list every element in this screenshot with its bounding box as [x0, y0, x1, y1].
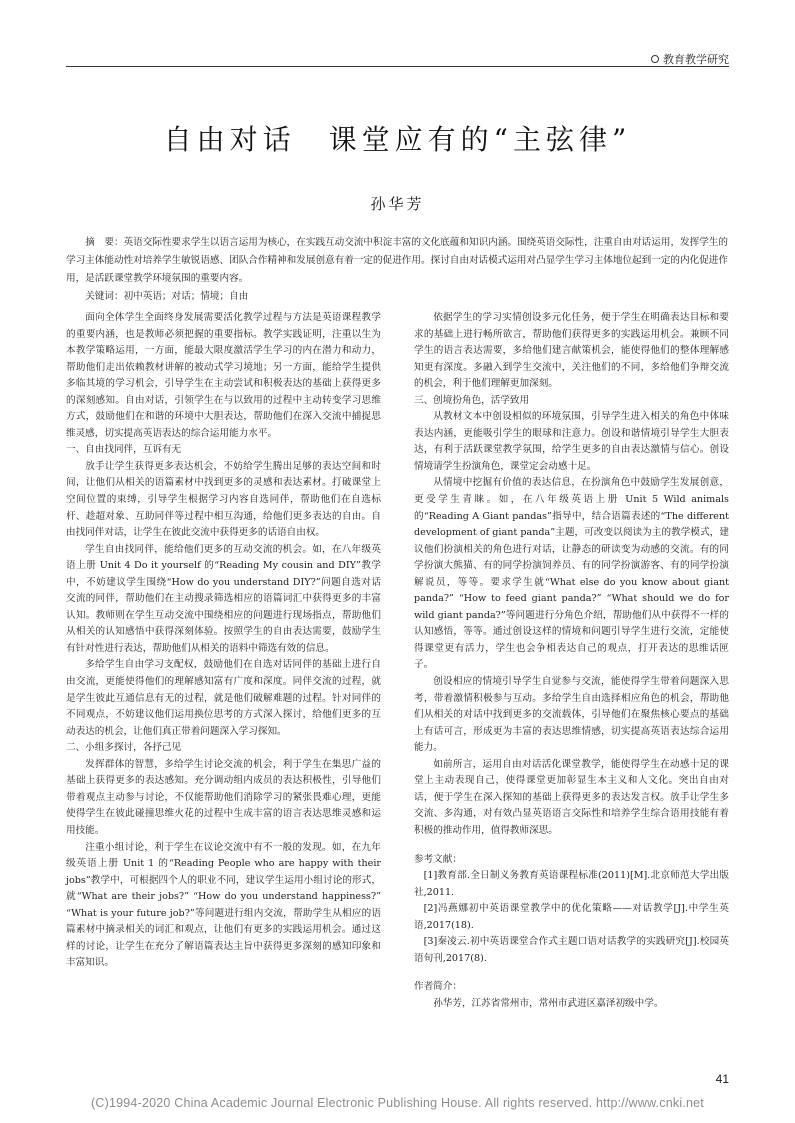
section-heading-1: 一、自由找同伴，互诉有无: [66, 444, 182, 456]
references-heading: 参考文献：: [414, 853, 462, 865]
keywords-label: 关键词：: [85, 291, 124, 302]
body-left-column: [66, 310, 381, 972]
section-heading-2: 二、小组多探讨，各抒己见: [66, 742, 182, 754]
paragraph: 依据学生的学习实情创设多元化任务，便于学生在明确表达目标和要求的基础上进行畅所欲言，帮助他们获得更多的实践运用机会。兼顾不同学生的语言表达需要，多给他们建言献策机会，能使得他们的整体理解感知更有深度。多融入到学生交流中，关注他们的不同，多给他们争辩交流的机会，利于他们理解更加深刻。: [414, 312, 729, 390]
paragraph: 创设相应的情境引导学生自觉参与交流，能使得学生带着问题深入思考，带着激情积极参与互动。多给学生自由选择相应角色的机会，帮助他们从相关的对话中找到更多的交流载体，引导他们在聚焦核心要点的基础上有话可言，形成更为丰富的表达思维情感，切实提高英语表达综合运用能力。: [414, 676, 729, 754]
paragraph: 发挥群体的智慧，多给学生讨论交流的机会，利于学生在集思广益的基础上获得更多的表达感知。充分调动组内成员的表达积极性，引导他们带着观点主动参与讨论，不仅能帮助他们消除学习的紧张畏难心理，更能使得学生在彼此碰撞思维火花的过程中生成丰富的语言表达思维灵感和运用技能。: [66, 758, 381, 836]
paragraph: 从教材文本中创设相似的环境氛围，引导学生进入相关的角色中体味表达内涵，更能吸引学生的眼球和注意力。创设和谐情境引导学生大胆表达，有利于活跃课堂教学氛围，给学生更多的自由表达激情与信心。创设情境请学生扮演角色，课堂定会动感十足。: [414, 411, 729, 472]
abstract: [66, 234, 728, 288]
author-bio: 孙华芳，江苏省常州市，常州市武进区嘉泽初级中学。: [433, 997, 664, 1009]
paragraph: 注重小组讨论，利于学生在议论交流中有不一般的发现。如，在九年级英语上册 Unit 1 的“Reading People who are happy with their jobs”教学中，可根据四个人的职业不同，建议学生运用小组讨论的形式，就“What are their jobs?” “How do you understand happiness?” “What is your future job?”等问题进行组内交流，帮助学生从相应的语篇素材中摘录相关的词汇和观点，让他们有更多的实践运用机会。通过这样的讨论，让学生在充分了解语篇表达主旨中获得更多深刻的感知印象和丰富知识。: [66, 841, 381, 969]
abstract-text: 英语交际性要求学生以语言运用为核心，在实践互动交流中积淀丰富的文化底蕴和知识内涵。围绕英语交际性，注重自由对话运用，发挥学生的学习主体能动性对培养学生敏锐语感、团队合作精神和发展创意有着一定的促进作用。探讨自由对话模式运用对凸显学生学习主体地位起到一定的内化促进作用，是活跃课堂教学环境氛围的重要内容。: [66, 237, 729, 284]
copyright-footer: (C)1994-2020 China Academic Journal Electronic Publishing House. All rights reserved. http://www.cnki.net: [91, 1096, 704, 1110]
reference-item: [3]秦凌云.初中英语课堂合作式主题口语对话教学的实践研究[J].校园英语旬刊,2017(8).: [414, 936, 729, 964]
paragraph: 面向全体学生全面终身发展需要活化教学过程与方法是英语课程教学的重要内涵，也是教师必须把握的重要指标。教学实践证明，注重以生为本教学策略运用，一方面，能最大限度激活学生学习的内在潜力和动力，帮助他们走出依赖教材讲解的被动式学习境地；另一方面，能给学生提供多临其境的学习机会，引导学生在主动尝试和积极表达的基础上获得更多的深刻感知。自由对话，引领学生在与以致用的过程中主动转变学习思维方式，鼓励他们在和谐的环境中大胆表达，帮助他们在深入交流中捕捉思维灵感，切实提高英语表达的综合运用能力水平。: [66, 312, 381, 439]
article-author: 孙华芳: [370, 195, 425, 213]
page-number: 41: [715, 1072, 729, 1086]
paragraph: 如前所言，运用自由对话活化课堂教学，能使得学生在动感十足的课堂上主动表现自己，使得课堂更加彰显生本主义和人文化。突出自由对话，便于学生在深入探知的基础上获得更多的表达发言权。放手让学生多交流、多沟通，对有效凸显英语语言交际性和培养学生综合语用技能有着积极的推动作用，值得教师深思。: [414, 758, 729, 836]
reference-item: [1]教育部.全日制义务教育英语课程标准(2011)[M].北京师范大学出版社,2011.: [414, 870, 729, 898]
paragraph: 从情境中挖掘有价值的表达信息，在扮演角色中鼓励学生发展创意，更受学生青睐。如，在八年级英语上册 Unit 5 Wild animals 的“Reading A Giant pandas”指导中，结合语篇表述的“The different development of giant panda”主题，可改变以阅读为主的教学模式，建议他们扮演相关的角色进行对话，让静态的研读变为动感的交流。有的同学扮演大熊猫、有的同学扮演饲养员、有的同学扮演游客、有的同学扮演解说员，等等。要求学生就“What else do you know about giant panda?” “How to feed giant panda?” “What should we do for wild giant panda?”等问题进行分角色介绍，帮助他们从中获得不一样的认知感悟，等等。通过创设这样的情境和问题引导学生进行交流，定能使得课堂更有活力，学生也会争相表达自己的观点，打开表达的思维话匣子。: [414, 477, 729, 671]
abstract-block: [66, 234, 728, 306]
keywords: [66, 288, 728, 306]
section-heading-3: 三、创境扮角色，活学致用: [414, 394, 530, 406]
article-title: 自由对话 课堂应有的“主弦律”: [163, 123, 632, 156]
keywords-text: 初中英语；对话；情境；自由: [123, 291, 249, 302]
running-head: [651, 51, 729, 67]
journal-column-name: 教育教学研究: [663, 53, 729, 66]
body-right-column: [414, 310, 729, 1012]
paragraph: 学生自由找同伴，能给他们更多的互动交流的机会。如，在八年级英语上册 Unit 4 Do it yourself 的“Reading My cousin and DIY”教学中，不妨建议学生围绕“How do you understand DIY?”问题自选对话交流的同伴，帮助他们在主动搜录筛选相应的语篇词汇中获得更多的丰富认知。教师则在学生互动交流中围绕相应的问题进行现场指点，帮助他们从相关的认知感悟中获得深刻体验。按照学生的自由表达需要，鼓励学生有针对性进行表达，帮助他们从相关的语料中筛选有效的信息。: [66, 543, 381, 654]
paragraph: 多给学生自由学习支配权，鼓励他们在自选对话同伴的基础上进行自由交流，更能使得他们的理解感知富有广度和深度。同伴交流的过程，就是学生彼此互通信息有无的过程，就是他们破解难题的过程。针对同伴的不同观点，不妨建议他们运用换位思考的方式深入探讨，给他们更多的互动表达的机会，让他们真正带着问题深入学习探知。: [66, 659, 381, 737]
paragraph: 放手让学生获得更多表达机会，不妨给学生腾出足够的表达空间和时间，让他们从相关的语篇素材中找到更多的灵感和表达素材。打破课堂上空间位置的束缚，引导学生根据学习内容自选同伴，帮助他们在自选标杆、趁超对象、互助同伴等过程中相互沟通，给他们更多表达的自由。自由找同伴对话，让学生在彼此交流中获得更多的话语自由权。: [66, 460, 381, 539]
reference-item: [2]冯燕娜初中英语课堂教学中的优化策略——对话教学[J].中学生英语,2017(18).: [414, 903, 729, 931]
abstract-label: 摘 要：: [85, 237, 124, 248]
header-rule: [66, 66, 729, 67]
author-bio-heading: 作者简介：: [414, 981, 462, 993]
circle-bullet-icon: [651, 55, 659, 63]
